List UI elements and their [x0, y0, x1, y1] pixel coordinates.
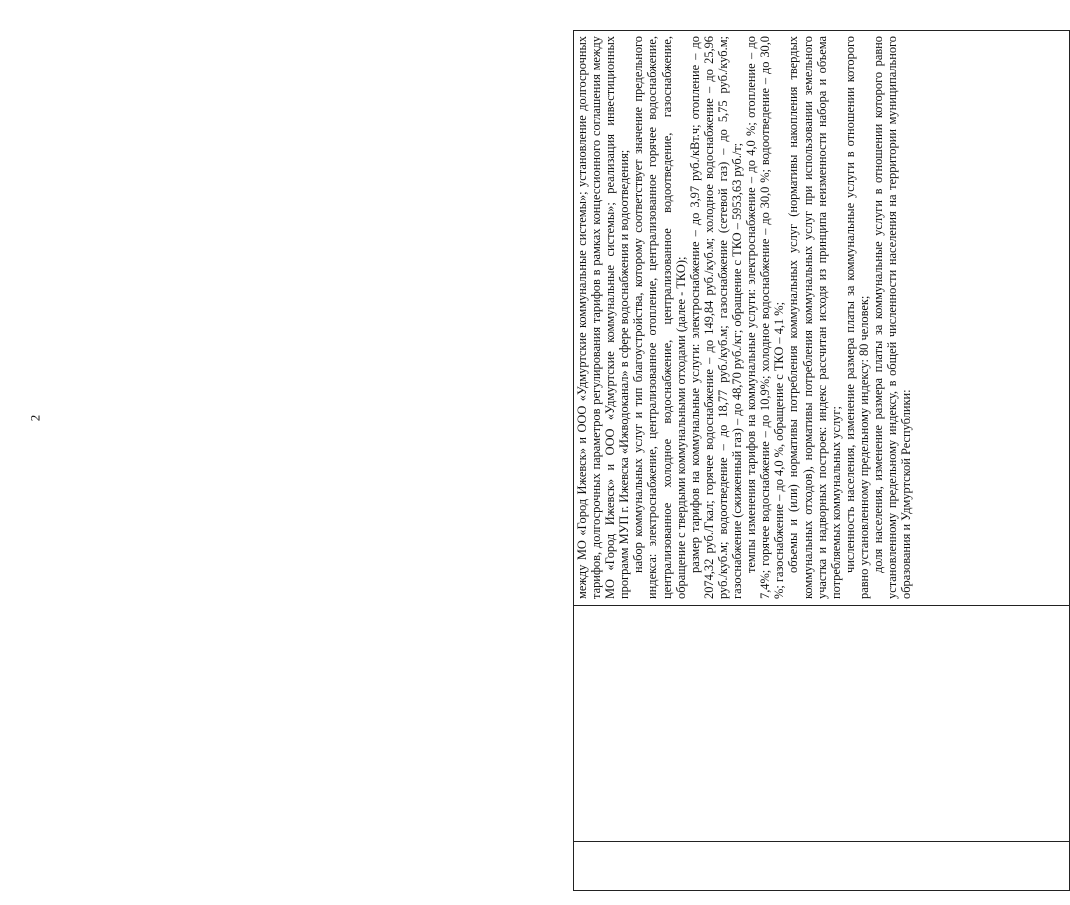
paragraph-tariff-sizes: размер тарифов на коммунальные услуги: электроснабжение – до 3,97 руб./кВт.ч; отопление – до 2074,32 руб./Гкал; горячее водоснабжение – до 149,84 руб./куб.м; холодное водоснабжение – до 25,96 руб./куб.м; водоотведение – до 18,77 руб./куб.м; газоснабжение (сетевой газ) – до 5,75 руб./куб.м; газоснабжение (сжиженный газ) – до 48,70 руб./кг; обращение с ТКО – 5953,63 руб./т; [687, 36, 745, 599]
table-column-name [574, 605, 1069, 841]
paragraph-population-count: численность населения, изменение размера платы за коммунальные услуги в отношении которого равно установленному предельному индексу: 80 человек; [842, 36, 871, 599]
paragraph-tariff-rates: темпы изменения тарифов на коммунальные услуги: электроснабжение – до 4,0 %; отопление – до 7,4%; горячее водоснабжение – до 10,9%; холодное водоснабжение – до 30,0 %; водоотведение – до 30,0 %; газоснабжение – до 4,0 %, обращение с ТКО – 4,1 %; [744, 36, 787, 599]
document-table [573, 30, 1070, 891]
paragraph-services-set: набор коммунальных услуг и тип благоустройства, которому соответствует значение предельного индекса: электроснабжение, централизованное отопление, централизованное горячее водоснабжение, централизованное холодное водоснабжение, централизованное водоотведение, газоснабжение, обращение с твердыми коммунальными отходами (далее - ТКО); [631, 36, 688, 599]
paragraph-consumption-volumes: объемы и (или) нормативы потребления коммунальных услуг (нормативы накопления твердых коммунальных отходов), нормативы потребления коммунальных услуг при использовании земельного участка и надворных построек: индекс рассчитан исходя из принципа неизменности набора и объема потребляемых коммунальных услуг; [786, 36, 843, 599]
table-column-number [574, 841, 1069, 890]
page-number: 2 [27, 414, 43, 422]
paragraph-population-share: доля населения, изменение размера платы за коммунальные услуги в отношении которого равно установленному предельному индексу, в общей численности населения на территории муниципального образования и Удмуртской Республики: [870, 36, 914, 599]
table-column-content [574, 31, 1069, 605]
paragraph-concession: между МО «Город Ижевск» и ООО «Удмуртские коммунальные системы»; установление долгосрочных тарифов, долгосрочных параметров регулирования тарифов в рамках концессионного соглашения между МО «Город Ижевск» и ООО «Удмуртские коммунальные системы»; реализация инвестиционных программ МУП г. Ижевска «Ижводоканал» в сфере водоснабжения и водоотведения; [575, 36, 632, 599]
